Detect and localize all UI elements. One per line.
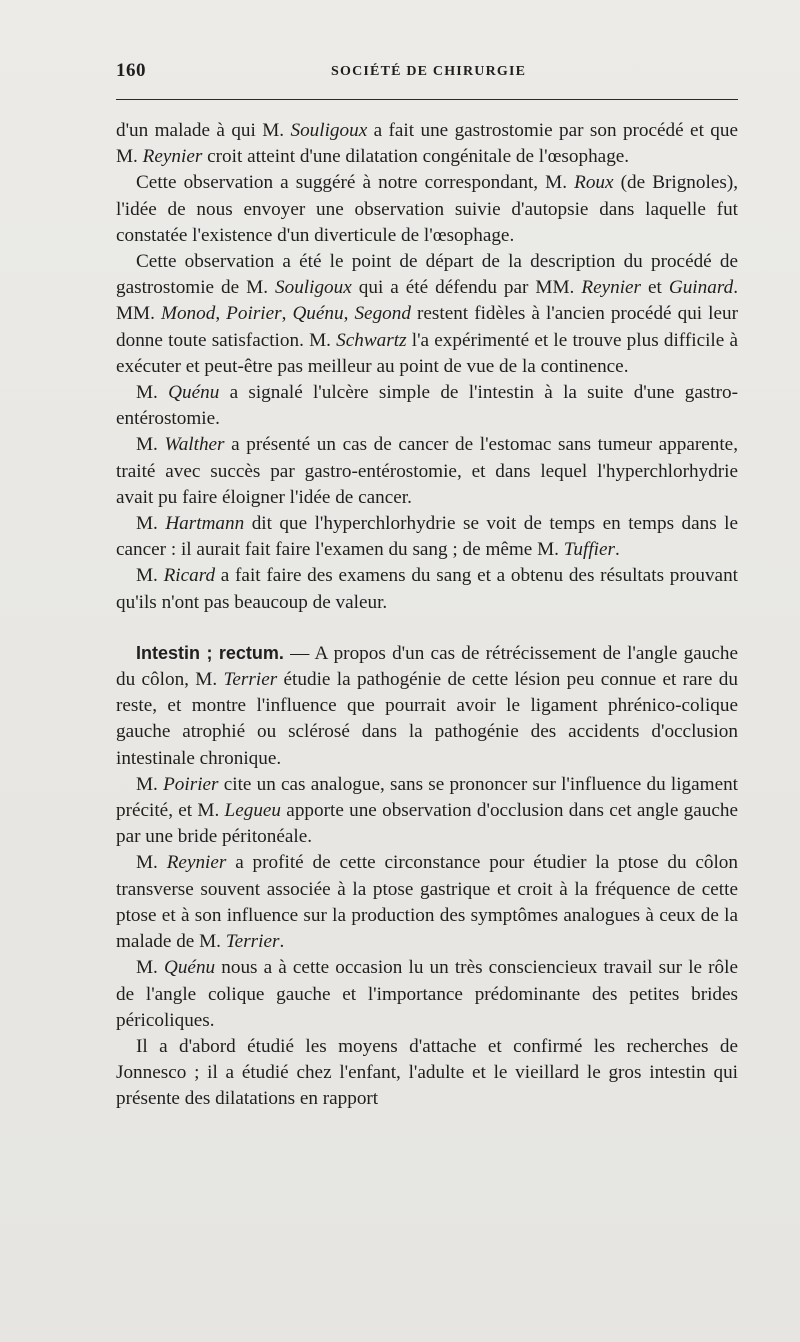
person-name: Terrier	[223, 669, 278, 691]
paragraph	[116, 118, 738, 170]
person-name: Reynier	[166, 852, 227, 874]
person-name: Quénu	[292, 303, 344, 325]
text-run: nous a à cette occasion lu un très consciencieux travail sur le rôle de l'angle colique gauche et l'importance prédominante des petites brides péricoliques.	[116, 957, 738, 1031]
text-run: a profité de cette circonstance pour étudier la ptose du côlon transverse souvent associée à la ptose gastrique et croit à la fréquence de cette ptose et à son influence sur la production des symptômes analogues à ceux de la malade de M.	[116, 852, 738, 953]
person-name: Monod	[160, 303, 216, 325]
text-run: Cette observation a été le point de départ de la description du procédé de gastrostomie de M.	[116, 251, 738, 299]
text-run: M.	[136, 565, 164, 587]
person-name: Souligoux	[290, 120, 368, 141]
text-run: et	[641, 277, 669, 299]
text-run: qui a été défendu par MM.	[351, 277, 582, 299]
person-name: Souligoux	[275, 277, 352, 299]
paragraph	[116, 511, 738, 563]
text-run: M.	[136, 513, 166, 535]
person-name: Poirier	[163, 773, 219, 795]
text-run: M.	[136, 434, 165, 456]
person-name: Legueu	[224, 800, 282, 822]
text-run: cite un cas analogue, sans se prononcer sur l'influence du ligament précité, et M.	[116, 773, 739, 822]
text-run: l'a expérimenté et le trouve plus difficile à exécuter et peut-être pas meilleur au point de vue de la continence.	[116, 329, 738, 377]
body-text	[116, 118, 738, 1113]
paragraph	[116, 1034, 738, 1113]
paragraph	[116, 170, 738, 249]
text-run: .	[614, 539, 620, 561]
text-run: restent fidèles à l'ancien procédé qui leur donne toute satisfaction. M.	[116, 303, 739, 351]
text-run: — A propos d'un cas de rétrécissement de l'angle gauche du côlon, M.	[116, 642, 738, 691]
text-run: ,	[281, 303, 293, 325]
paragraph	[116, 432, 738, 511]
person-name: Guinard	[668, 277, 734, 299]
text-run: . MM.	[116, 277, 738, 325]
text-run: croit atteint d'une dilatation congénitale de l'œsophage.	[202, 146, 630, 168]
text-run: M.	[136, 382, 169, 404]
running-title: SOCIÉTÉ DE CHIRURGIE	[331, 64, 527, 79]
person-name: Poirier	[226, 303, 282, 325]
text-run: dit que l'hyperchlorhydrie se voit de temps en temps dans le cancer : il aurait fait faire l'examen du sang ; de même M.	[116, 513, 738, 561]
person-name: Tuffier	[563, 539, 615, 561]
person-name: Reynier	[581, 277, 642, 299]
person-name: Roux	[574, 172, 614, 194]
paragraph	[116, 772, 738, 851]
text-run: a signalé l'ulcère simple de l'intestin à la suite d'une gastro-entérostomie.	[116, 382, 739, 430]
text-run: Il a d'abord étudié les moyens d'attache et confirmé les recherches de Jonnesco ; il a étudié chez l'enfant, l'adulte et le vieillard le gros intestin qui présente des dilatations en rapport	[116, 1035, 738, 1110]
person-name: Schwartz	[336, 329, 407, 351]
text-run: apporte une observation d'occlusion dans cet angle gauche par une bride péritonéale.	[116, 800, 738, 848]
text-run: (de Brignoles), l'idée de nous envoyer une observation suivie d'autopsie dans laquelle fut constatée l'existence d'un diverticule de l'œsophage.	[116, 172, 739, 246]
text-run: ,	[343, 303, 355, 325]
text-run: a présenté un cas de cancer de l'estomac sans tumeur apparente, traité avec succès par gastro-entérostomie, et dans lequel l'hyperchlorhydrie avait pu faire éloigner l'idée de cancer.	[116, 434, 738, 508]
text-run: M.	[136, 852, 167, 874]
person-name: Segond	[354, 303, 411, 325]
text-run: .	[279, 931, 285, 953]
section-paragraph	[116, 640, 738, 772]
text-run: d'un malade à qui M.	[116, 120, 291, 141]
paragraph	[116, 563, 738, 615]
section-heading: Intestin ; rectum.	[136, 642, 284, 663]
header-rule	[116, 99, 738, 100]
text-run: a fait une gastrostomie par son procédé et que M.	[116, 120, 738, 168]
person-name: Reynier	[142, 146, 203, 168]
person-name: Quénu	[168, 382, 220, 404]
text-run: ,	[215, 303, 227, 325]
person-name: Terrier	[225, 931, 280, 953]
person-name: Ricard	[163, 565, 216, 587]
person-name: Walther	[164, 434, 225, 456]
paragraph	[116, 955, 738, 1034]
paragraph	[116, 249, 738, 380]
person-name: Quénu	[163, 957, 216, 979]
page-number: 160	[116, 60, 146, 81]
paragraph	[116, 380, 738, 432]
text-run: M.	[136, 957, 164, 979]
text-run: Cette observation a suggéré à notre correspondant, M.	[136, 172, 575, 194]
paragraph	[116, 850, 738, 955]
person-name: Hartmann	[165, 513, 245, 535]
text-run: étudie la pathogénie de cette lésion peu connue et rare du reste, et montre l'influence que pourrait avoir le ligament phrénico-colique gauche atrophié ou sclérosé dans la pathogénie des accidents d'occlusion intestinale chronique.	[116, 669, 738, 769]
text-run: M.	[136, 773, 164, 795]
page-header	[116, 60, 738, 88]
text-run: a fait faire des examens du sang et a obtenu des résultats prouvant qu'ils n'ont pas beaucoup de valeur.	[116, 565, 738, 613]
